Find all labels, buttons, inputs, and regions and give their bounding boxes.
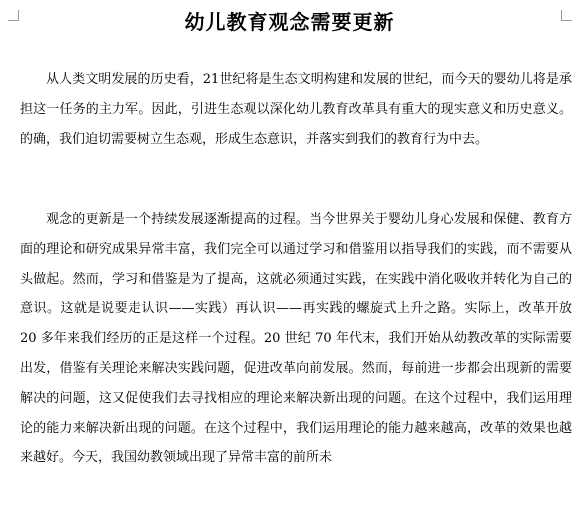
- paragraph-2: 观念的更新是一个持续发展逐渐提高的过程。当今世界关于婴幼儿身心发展和保健、教育方面的理论和研究成果异常丰富，我们完全可以通过学习和借鉴用以指导我们的实践，而不需要从头做起。然而，学习和借鉴是为了提高，这就必须通过实践，在实践中消化吸收并转化为自己的意识。这就是说要走认识——实践）再认识——再实践的螺旋式上升之路。实际上，改革开放 20 多年来我们经历的正是这样一个过程。20 世纪 70 年代末，我们开始从幼教改革的实际需要出发，借鉴有关理论来解决实践问题，促进改革向前发展。然而，每前进一步都会出现新的需要解决的问题，这又促使我们去寻找相应的理论来解决新出现的问题。在这个过程中，我们运用理论的能力来解决新出现的问题。在这个过程中，我们运用理论的能力越来越高，改革的效果也越来越好。今天，我国幼教领域出现了异常丰富的前所未: [20, 212, 572, 466]
- paragraph-1: 从人类文明发展的历史看，21世纪将是生态文明构建和发展的世纪，而今天的婴幼儿将是承担这一任务的主力军。因此，引进生态观以深化幼儿教育改革具有重大的现实意义和历史意义。的确，我们迫切需要树立生态观，形成生态意识，并落实到我们的教育行为中去。: [20, 72, 572, 147]
- document-title: 幼儿教育观念需要更新: [184, 10, 395, 34]
